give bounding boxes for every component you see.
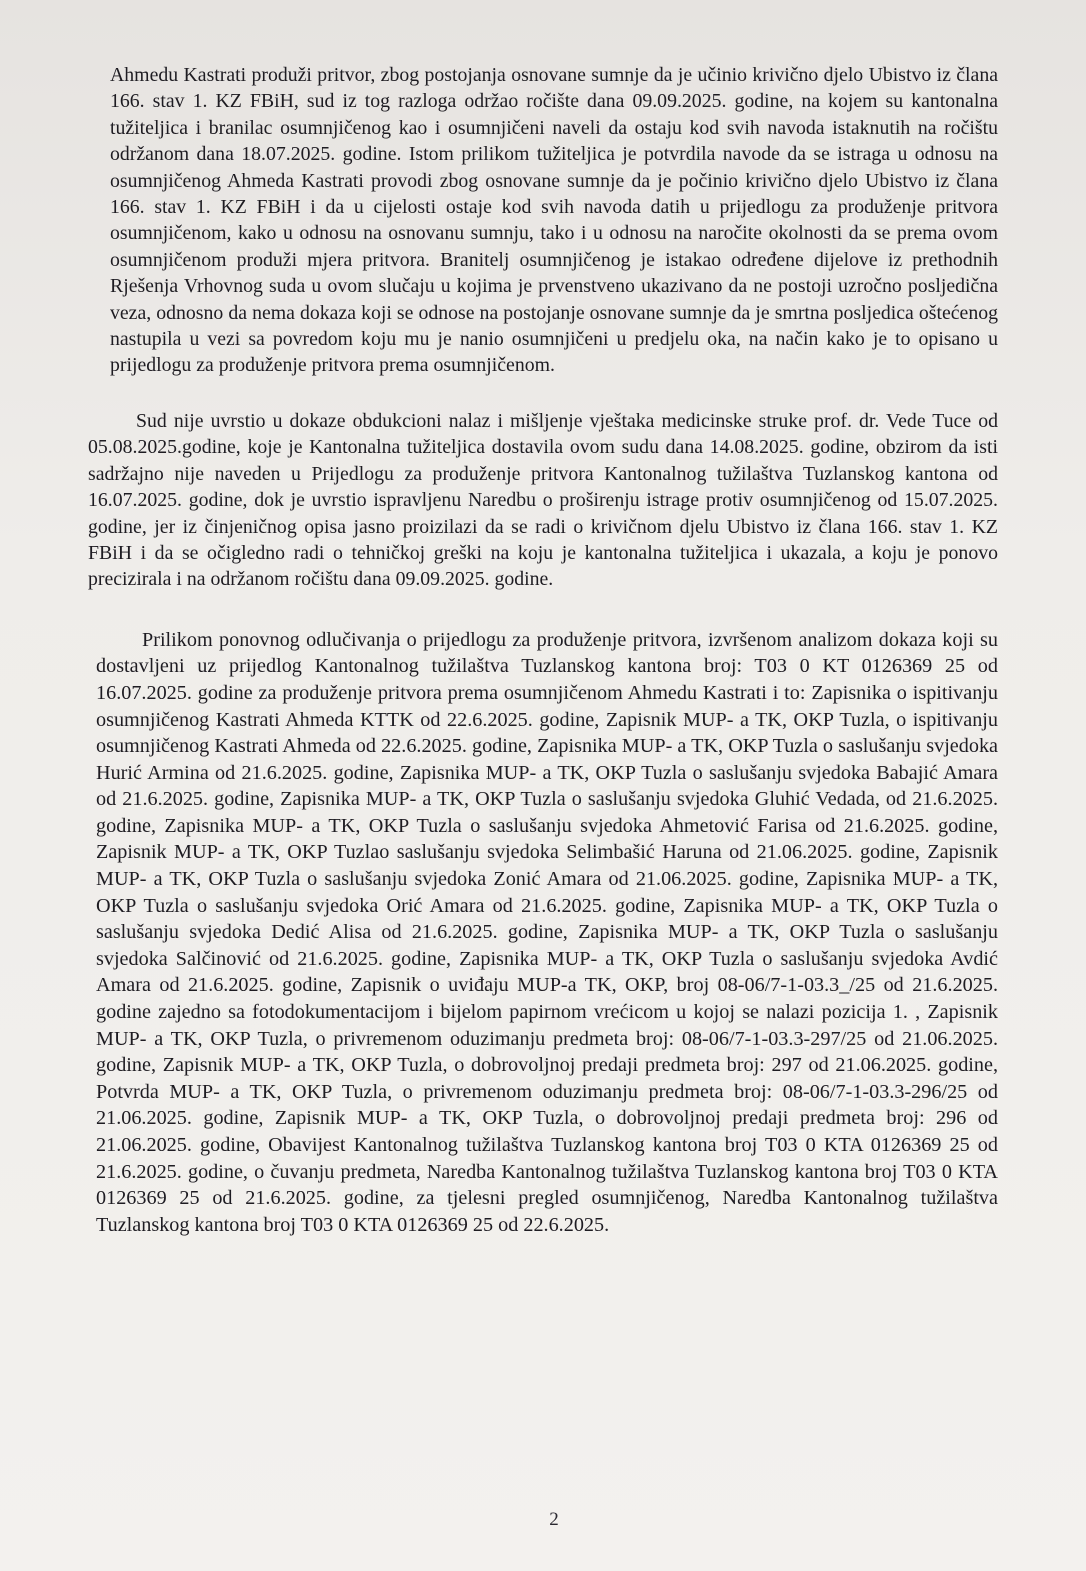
document-body <box>88 62 998 1238</box>
paragraph-autopsy-evidence: Sud nije uvrstio u dokaze obdukcioni nalaz i mišljenje vještaka medicinske struke prof. dr. Vede Tuce od 05.08.2025.godine, koje je Kantonalna tužiteljica dostavila ovom sudu dana 14.08.2025. godine, obzirom da isti sadržajno nije naveden u Prijedlogu za produženje pritvora Kantonalnog tužilaštva Tuzlanskog kantona od 16.07.2025. godine, dok je uvrstio ispravljenu Naredbu o proširenju istrage protiv osumnjičenog od 15.07.2025. godine, jer iz činjeničnog opisa jasno proizilazi da se radi o krivičnom djelu Ubistvo iz člana 166. stav 1. KZ FBiH i da se očigledno radi o tehničkoj greški na koju je kantonalna tužiteljica i ukazala, a koju je ponovo precizirala i na održanom ročištu dana 09.09.2025. godine. <box>88 409 998 591</box>
page-number: 2 <box>549 1509 559 1530</box>
paragraph-evidence-analysis: Prilikom ponovnog odlučivanja o prijedlogu za produženje pritvora, izvršenom analizom dokaza koji su dostavljeni uz prijedlog Kantonalnog tužilaštva Tuzlanskog kantona broj: T03 0 KT 0126369 25 od 16.07.2025. godine za produženje pritvora prema osumnjičenom Ahmedu Kastrati i to: Zapisnika o ispitivanju osumnjičenog Kastrati Ahmeda KTTK od 22.6.2025. godine, Zapisnik MUP- a TK, OKP Tuzla, o ispitivanju osumnjičenog Kastrati Ahmeda od 22.6.2025. godine, Zapisnika MUP- a TK, OKP Tuzla o saslušanju svjedoka Hurić Armina od 21.6.2025. godine, Zapisnika MUP- a TK, OKP Tuzla o saslušanju svjedoka Babajić Amara od 21.6.2025. godine, Zapisnika MUP- a TK, OKP Tuzla o saslušanju svjedoka Gluhić Vedada, od 21.6.2025. godine, Zapisnika MUP- a TK, OKP Tuzla o saslušanju svjedoka Ahmetović Farisa od 21.6.2025. godine, Zapisnik MUP- a TK, OKP Tuzlao saslušanju svjedoka Selimbašić Haruna od 21.06.2025. godine, Zapisnik MUP- a TK, OKP Tuzla o saslušanju svjedoka Zonić Amara od 21.06.2025. godine, Zapisnika MUP- a TK, OKP Tuzla o saslušanju svjedoka Orić Amara od 21.6.2025. godine, Zapisnika MUP- a TK, OKP Tuzla o saslušanju svjedoka Dedić Alisa od 21.6.2025. godine, Zapisnika MUP- a TK, OKP Tuzla o saslušanju svjedoka Salčinović od 21.6.2025. godine, Zapisnika MUP- a TK, OKP Tuzla o saslušanju svjedoka Avdić Amara od 21.6.2025. godine, Zapisnik o uviđaju MUP-a TK, OKP, broj 08-06/7-1-03.3_/25 od 21.6.2025. godine zajedno sa fotodokumentacijom i bijelom papirnom vrećicom u kojoj se nalazi pozicija 1. , Zapisnik MUP- a TK, OKP Tuzla, o privremenom oduzimanju predmeta broj: 08-06/7-1-03.3-297/25 od 21.06.2025. godine, Zapisnik MUP- a TK, OKP Tuzla, o dobrovoljnoj predaji predmeta broj: 297 od 21.06.2025. godine, Potvrda MUP- a TK, OKP Tuzla, o privremenom oduzimanju predmeta broj: 08-06/7-1-03.3-296/25 od 21.06.2025. godine, Zapisnik MUP- a TK, OKP Tuzla, o dobrovoljnoj predaji predmeta broj: 296 od 21.06.2025. godine, Obavijest Kantonalnog tužilaštva Tuzlanskog kantona broj T03 0 KTA 0126369 25 od 21.6.2025. godine, o čuvanju predmeta, Naredba Kantonalnog tužilaštva Tuzlanskog kantona broj T03 0 KTA 0126369 25 od 21.6.2025. godine, za tjelesni pregled osumnjičenog, Naredba Kantonalnog tužilaštva Tuzlanskog kantona broj T03 0 KTA 0126369 25 od 22.6.2025. <box>96 628 998 1236</box>
paragraph-detention-hearing: Ahmedu Kastrati produži pritvor, zbog postojanja osnovane sumnje da je učinio krivično djelo Ubistvo iz člana 166. stav 1. KZ FBiH, sud iz tog razloga održao ročište dana 09.09.2025. godine, na kojem su kantonalna tužiteljica i branilac osumnjičenog kao i osumnjičeni naveli da ostaju kod svih navoda istaknutih na ročištu održanom dana 18.07.2025. godine. Istom prilikom tužiteljica je potvrdila navode da se istraga u odnosu na osumnjičenog Ahmeda Kastrati provodi zbog osnovane sumnje da je počinio krivično djelo Ubistvo iz člana 166. stav 1. KZ FBiH i da u cijelosti ostaje kod svih navoda datih u prijedlogu za produženje pritvora osumnjičenom, kako u odnosu na osnovanu sumnju, tako i u odnosu na naročite okolnosti da se prema ovom osumnjičenom produži mjera pritvora. Branitelj osumnjičenog je istakao određene dijelove iz prethodnih Rješenja Vrhovnog suda u ovom slučaju u kojima je prvenstveno ukazivano da ne postoji uzročno posljedična veza, odnosno da nema dokaza koji se odnose na postojanje osnovane sumnje da je smrtna posljedica oštećenog nastupila u vezi sa povredom koju mu je nanio osumnjičeni u predjelu oka, na način kako je to opisano u prijedlogu za produženje pritvora prema osumnjičenom. <box>110 64 998 377</box>
